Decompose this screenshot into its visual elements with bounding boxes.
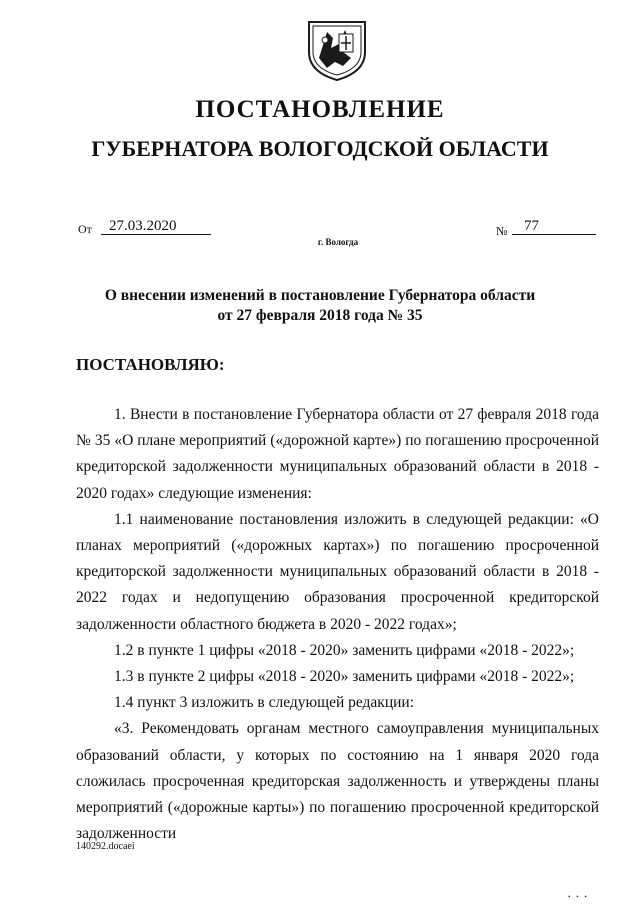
paragraph: 1. Внести в постановление Губернатора области от 27 февраля 2018 года № 35 «О плане мероприятий («дорожной карте») по погашению просроченной кредиторской задолженности муниципальных образований области в 2018 - 2020 годах» следующие изменения: (76, 406, 599, 502)
paragraph: 1.2 в пункте 1 цифры «2018 - 2020» заменить цифрами «2018 - 2022»; (114, 641, 575, 659)
document-subject (0, 286, 640, 326)
paragraph: 1.4 пункт 3 изложить в следующей редакции: (114, 694, 415, 712)
decree-heading: ПОСТАНОВЛЯЮ: (76, 355, 225, 374)
paragraph: «3. Рекомендовать органам местного самоуправления муниципальных образований области, у которых по состоянию на 1 января 2020 года сложилась просроченная кредиторская задолженность и утверждены планы мероприятий («дорожные карты») по погашению просроченной кредиторской задолженности (76, 720, 599, 843)
number-value: 77 (512, 218, 596, 235)
date-label: От (78, 222, 92, 236)
number-label: № (496, 224, 508, 238)
corner-mark: • • • (568, 893, 589, 901)
paragraph: 1.1 наименование постановления изложить в следующей редакции: «О планах мероприятий («дорожных картах») по погашению просроченной кредиторской задолженности муниципальных образований области в 2018 - 2022 годах и недопущению образования просроченной кредиторской задолженности областного бюджета в 2020 - 2022 годах»; (76, 510, 599, 633)
document-title: ПОСТАНОВЛЕНИЕ (195, 96, 445, 123)
document-body (76, 402, 599, 847)
coat-of-arms-icon (305, 18, 369, 82)
subject-line: от 27 февраля 2018 года № 35 (217, 307, 423, 324)
subject-line: О внесении изменений в постановление Губернатора области (104, 287, 536, 304)
date-value: 27.03.2020 (101, 218, 211, 235)
file-code: 140292.docaei (76, 841, 135, 852)
document-issuer: ГУБЕРНАТОРА ВОЛОГОДСКОЙ ОБЛАСТИ (91, 136, 549, 161)
paragraph: 1.3 в пункте 2 цифры «2018 - 2020» заменить цифрами «2018 - 2022»; (114, 668, 575, 686)
city-label: г. Вологда (317, 237, 359, 247)
